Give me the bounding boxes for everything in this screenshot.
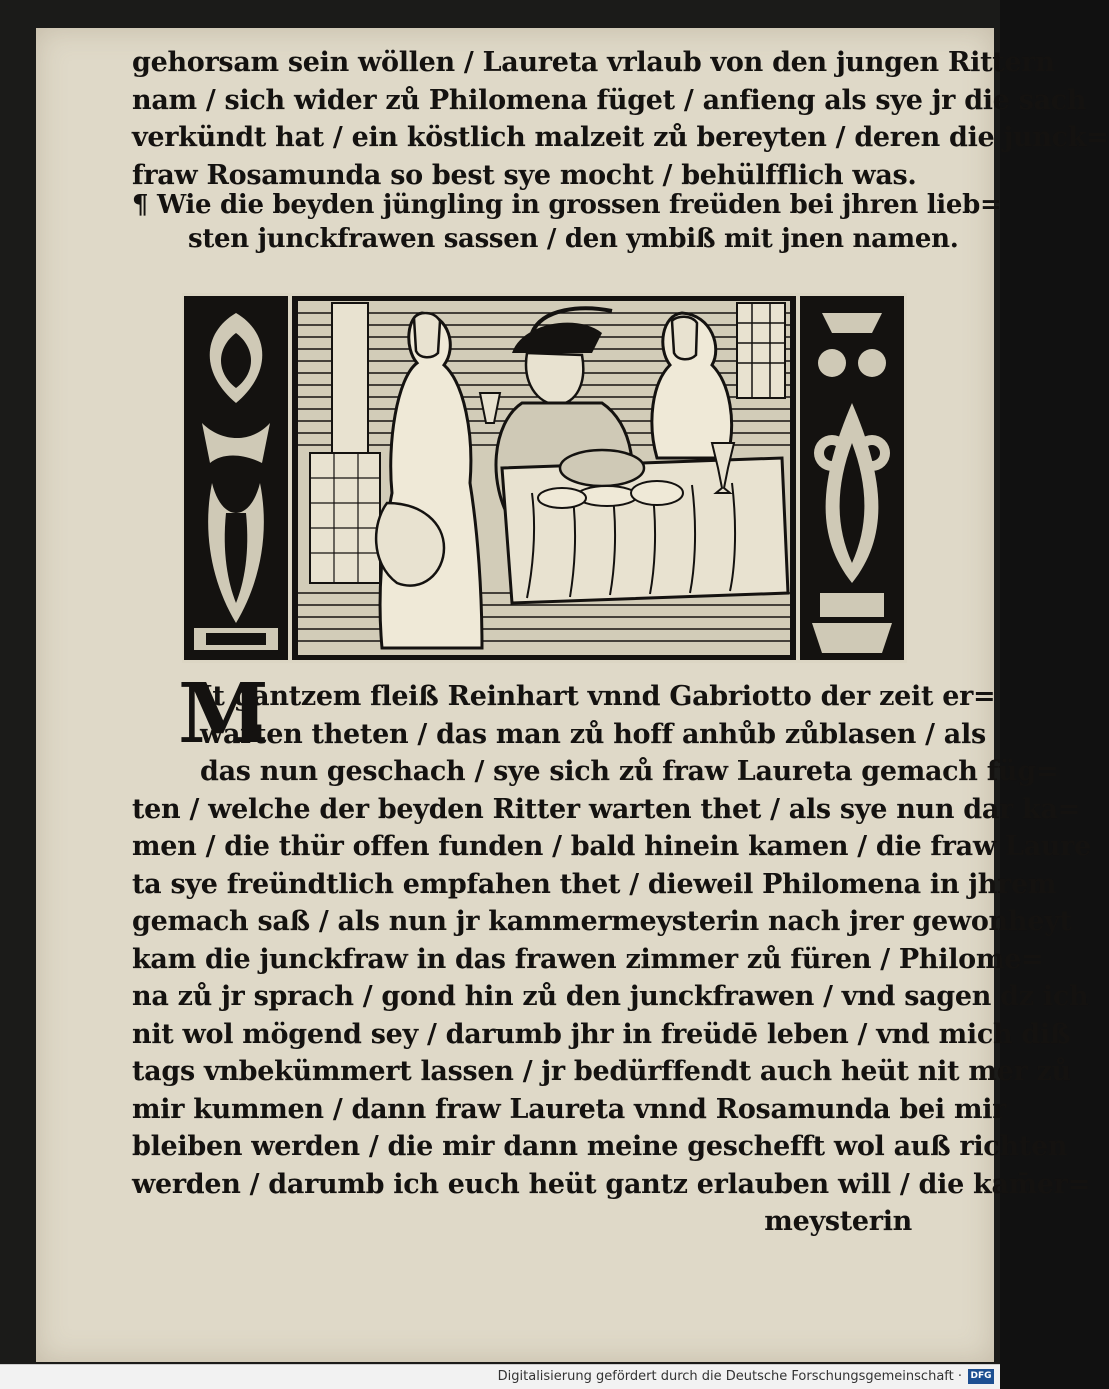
text-line: gehorsam sein wöllen / Laureta vrlaub von den jungen Rittern bbox=[132, 47, 1055, 78]
text-line: ten / welche der beyden Ritter warten thet / als sye nun dar ka= bbox=[132, 793, 1081, 825]
woodcut-illustration bbox=[182, 293, 907, 663]
catchword: meysterin bbox=[764, 1206, 912, 1237]
drop-cap-initial: M bbox=[178, 666, 269, 762]
text-line: das nun geschach / sye sich zů fraw Laureta gemach füg= bbox=[200, 756, 1059, 787]
right-ornament-panel bbox=[800, 296, 904, 660]
text-line: gemach saß / als nun jr kammermeysterin nach jrer gewonheyt bbox=[132, 906, 1072, 937]
text-line: kam die junckfraw in das frawen zimmer zů füren / Philome= bbox=[132, 943, 1044, 975]
text-line: bleiben werden / die mir dann meine geschefft wol auß richten bbox=[132, 1131, 1068, 1162]
footer-bar bbox=[0, 1364, 1000, 1389]
funding-notice: Digitalisierung gefördert durch die Deutsche Forschungsgemeinschaft · bbox=[497, 1369, 962, 1384]
text-line: mir kummen / dann fraw Laureta vnnd Rosamunda bei mir bbox=[132, 1093, 1007, 1125]
text-line: nam / sich wider zů Philomena füget / anfieng als sye jr die sach bbox=[132, 84, 1087, 116]
top-paragraph bbox=[132, 44, 1109, 194]
text-line: men / die thür offen funden / bald hinein kamen / die fraw Laure bbox=[132, 831, 1091, 862]
text-line: warten theten / das man zů hoff anhůb zůblasen / als bbox=[200, 718, 986, 750]
text-line: ta sye freündtlich empfahen thet / dieweil Philomena in jhrem bbox=[132, 868, 1057, 900]
text-line: nit wol mögend sey / darumb jhr in freüdē leben / vnd mich diß bbox=[132, 1018, 1071, 1050]
text-line: na zů jr sprach / gond hin zů den junckfrawen / vnd sagen dz ich bbox=[132, 981, 1089, 1012]
text-line: tags vnbekümmert lassen / jr bedürffendt auch heüt nit mer zů bbox=[132, 1056, 1071, 1087]
chapter-heading bbox=[132, 188, 1002, 256]
dfg-logo[interactable]: DFG bbox=[968, 1369, 994, 1384]
banquet-scene bbox=[292, 296, 796, 660]
heading-line: sten junckfrawen sassen / den ymbiß mit jnen namen. bbox=[188, 224, 959, 254]
heading-line: ¶ Wie die beyden jüngling in grossen freüden bei jhren lieb= bbox=[132, 190, 1002, 220]
text-line: verkündt hat / ein köstlich malzeit zů bereyten / deren die junck= bbox=[132, 122, 1109, 153]
body-paragraph bbox=[132, 648, 1091, 1241]
text-line: werden / darumb ich euch heüt gantz erlauben will / die kam̄er= bbox=[132, 1168, 1091, 1200]
text-line: It gantzem fleiß Reinhart vnnd Gabriotto der zeit er= bbox=[200, 681, 996, 712]
left-ornament-panel bbox=[184, 296, 288, 660]
text-line: fraw Rosamunda so best sye mocht / behülfflich was. bbox=[132, 159, 917, 191]
